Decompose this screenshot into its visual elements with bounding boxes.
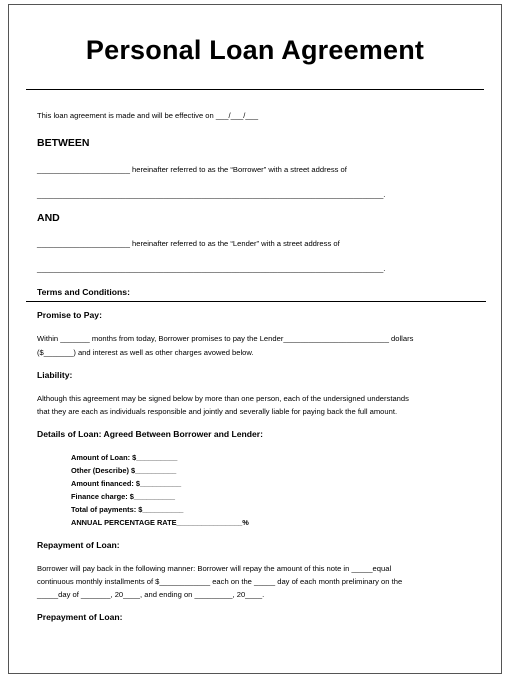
repayment-text-1: Borrower will pay back in the following manner: Borrower will repay the amount of this note in _____equal bbox=[37, 564, 392, 573]
details-amount-of-loan: Amount of Loan: $__________ bbox=[71, 453, 178, 462]
details-total-payments: Total of payments: $__________ bbox=[71, 505, 184, 514]
prepayment-heading: Prepayment of Loan: bbox=[37, 612, 123, 622]
lender-line: ______________________ hereinafter referred to as the “Lender” with a street address of bbox=[37, 239, 340, 248]
lender-address-line: __________________________________________________________________________________. bbox=[37, 264, 386, 273]
promise-text-1: Within _______ months from today, Borrower promises to pay the Lender_________________________ dollars bbox=[37, 334, 414, 343]
and-heading: AND bbox=[37, 212, 60, 224]
borrower-line: ______________________ hereinafter referred to as the “Borrower” with a street address of bbox=[37, 165, 347, 174]
repayment-heading: Repayment of Loan: bbox=[37, 540, 120, 550]
between-heading: BETWEEN bbox=[37, 137, 90, 149]
details-amount-financed: Amount financed: $__________ bbox=[71, 479, 182, 488]
liability-text-2: that they are each as individuals responsible and jointly and severally liable for paying back the full amount. bbox=[37, 407, 398, 416]
promise-heading: Promise to Pay: bbox=[37, 310, 102, 320]
details-finance-charge: Finance charge: $__________ bbox=[71, 492, 175, 501]
liability-text-1: Although this agreement may be signed below by more than one person, each of the undersigned understands bbox=[37, 394, 409, 403]
terms-heading: Terms and Conditions: bbox=[37, 287, 130, 297]
effective-date-line: This loan agreement is made and will be effective on ___/___/___ bbox=[37, 111, 259, 120]
repayment-text-3: _____day of _______, 20____, and ending on _________, 20____. bbox=[37, 590, 265, 599]
repayment-text-2: continuous monthly installments of $____________ each on the _____ day of each month preliminary on the bbox=[37, 577, 403, 586]
agreement-page bbox=[8, 4, 502, 674]
promise-text-2: ($_______) and interest as well as other charges avowed below. bbox=[37, 348, 254, 357]
terms-divider bbox=[26, 301, 486, 302]
details-apr: ANNUAL PERCENTAGE RATE________________% bbox=[71, 518, 249, 527]
title-divider bbox=[26, 89, 484, 90]
document-title: Personal Loan Agreement bbox=[85, 35, 425, 65]
liability-heading: Liability: bbox=[37, 370, 73, 380]
details-other: Other (Describe) $__________ bbox=[71, 466, 177, 475]
details-heading: Details of Loan: Agreed Between Borrower and Lender: bbox=[37, 429, 264, 439]
borrower-address-line: __________________________________________________________________________________. bbox=[37, 190, 386, 199]
